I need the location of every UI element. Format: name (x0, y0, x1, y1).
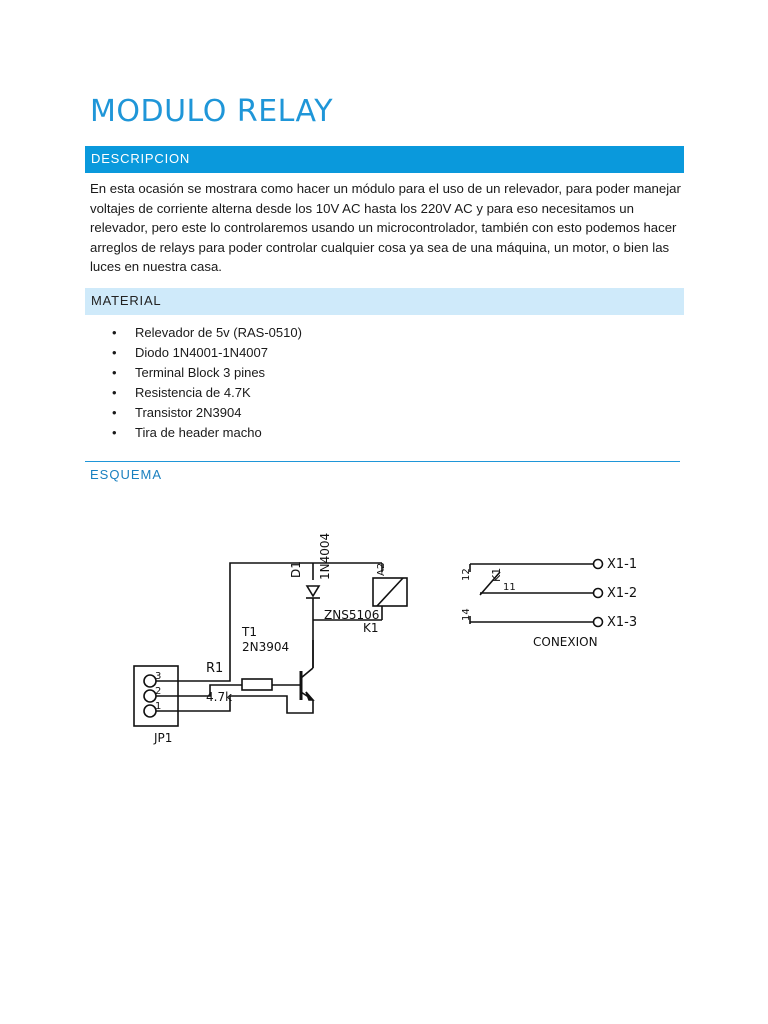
x1-2-label: X1-2 (607, 586, 638, 601)
x1-1-label: X1-1 (607, 557, 638, 572)
jp1-label: JP1 (154, 731, 173, 745)
descripcion-heading: DESCRIPCION (91, 151, 191, 166)
list-item: • Tira de header macho (108, 423, 302, 443)
vcc-wire (178, 563, 330, 681)
list-item: • Terminal Block 3 pines (108, 363, 302, 383)
t1-part-label: 2N3904 (242, 640, 290, 654)
contact-14-label: 14 (461, 608, 472, 621)
relay-schematic (120, 520, 640, 750)
x1-2-terminal (594, 589, 603, 598)
material-heading-bar (85, 288, 684, 315)
page-title: MODULO RELAY (90, 94, 334, 129)
jp1-pin-2-label: 2 (155, 686, 162, 697)
k1-coil-diagonal (377, 578, 403, 606)
esquema-rule (85, 461, 680, 462)
material-heading: MATERIAL (91, 293, 162, 308)
t1-label: T1 (242, 625, 257, 639)
t1-collector-lead (301, 668, 313, 678)
ground-wire (178, 696, 313, 713)
descripcion-text: En esta ocasión se mostrara como hacer un módulo para el uso de un relevador, para poder manejar voltajes de corriente alterna desde los 10V AC hasta los 220V AC y para eso necesitamos un relevador, pero este lo controlaremos usando un microcontrolador, también con esto podemos hacer arreglos de relays para poder controlar cualquier cosa ya sea de una máquina, un motor, o bien las luces en nuestra casa. (90, 181, 681, 275)
t1-emitter-arrow (306, 692, 313, 700)
k1-part-label: ZNS5106 (324, 608, 380, 622)
jp1-pin-3-label: 3 (155, 671, 162, 682)
contact-12-label: 12 (461, 568, 472, 581)
contact-11-label: 11 (503, 582, 516, 593)
material-list (108, 323, 302, 443)
list-item: • Diodo 1N4001-1N4007 (108, 343, 302, 363)
r1-value-label: 4.7k (206, 690, 233, 704)
contact-k1-label: K1 (490, 567, 503, 582)
d1-label: D1 (289, 561, 303, 578)
list-item: • Relevador de 5v (RAS-0510) (108, 323, 302, 343)
coil-pin-label: A2 (376, 562, 387, 576)
esquema-heading: ESQUEMA (90, 467, 163, 482)
list-item: • Transistor 2N3904 (108, 403, 302, 423)
k1-label: K1 (363, 621, 379, 635)
jp1-pin-1-label: 1 (155, 701, 162, 712)
r1-label: R1 (206, 661, 224, 676)
x1-1-terminal (594, 560, 603, 569)
d1-diode-triangle (307, 586, 319, 596)
x1-3-terminal (594, 618, 603, 627)
descripcion-heading-bar (85, 146, 684, 173)
d1-part-label: 1N4004 (318, 532, 332, 580)
r1-resistor (242, 679, 272, 690)
x1-3-label: X1-3 (607, 615, 638, 630)
list-item: • Resistencia de 4.7K (108, 383, 302, 403)
conexion-label: CONEXION (533, 635, 598, 649)
